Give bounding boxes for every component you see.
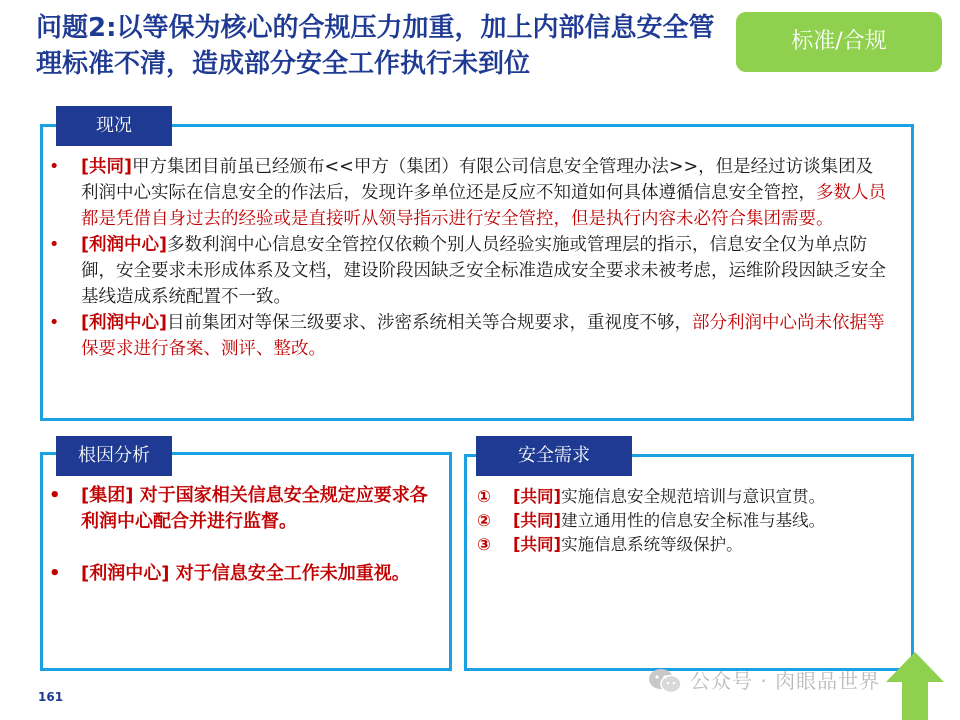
root-cause-text: [集团] 对于国家相关信息安全规定应要求各利润中心配合并进行监督。 bbox=[81, 485, 428, 532]
item-tag: [共同] bbox=[81, 157, 132, 177]
page-title: 问题2:以等保为核心的合规压力加重，加上内部信息安全管理标准不清，造成部分安全工作执行未到位 bbox=[36, 13, 715, 79]
item-number: ② bbox=[477, 511, 491, 530]
wechat-icon bbox=[648, 668, 682, 694]
root-cause-item bbox=[43, 483, 435, 535]
item-number: ① bbox=[477, 487, 491, 506]
item-text: 建立通用性的信息安全标准与基线。 bbox=[561, 511, 826, 530]
security-needs-list bbox=[477, 485, 903, 557]
item-highlight: 部分利润中心尚未依据等保要求进行备案、测评、整改。 bbox=[81, 313, 885, 359]
item-tag: [利润中心] bbox=[81, 235, 167, 255]
security-need-item bbox=[477, 533, 903, 557]
bullet-icon: • bbox=[49, 313, 60, 333]
watermark: 公众号 · 肉眼品世界 bbox=[690, 669, 881, 693]
security-need-item bbox=[477, 485, 903, 509]
bullet-icon: • bbox=[49, 485, 61, 506]
page-number: 161 bbox=[38, 690, 64, 704]
status-item bbox=[43, 310, 889, 362]
item-tag: [共同] bbox=[513, 487, 562, 506]
bullet-icon: • bbox=[49, 563, 61, 584]
item-tag: [利润中心] bbox=[81, 313, 167, 333]
bullet-icon: • bbox=[49, 157, 60, 177]
item-number: ③ bbox=[477, 535, 491, 554]
root-cause-label: 根因分析 bbox=[56, 436, 172, 476]
root-cause-item bbox=[43, 561, 435, 587]
root-cause-box bbox=[40, 452, 452, 671]
bullet-icon: • bbox=[49, 235, 60, 255]
status-list bbox=[43, 154, 889, 362]
security-need-item bbox=[477, 509, 903, 533]
item-tag: [共同] bbox=[513, 535, 562, 554]
status-item bbox=[43, 154, 889, 232]
item-tag: [共同] bbox=[513, 511, 562, 530]
category-tag: 标准/合规 bbox=[736, 12, 942, 72]
green-arrow-up-icon bbox=[884, 650, 946, 720]
item-text: 实施信息系统等级保护。 bbox=[561, 535, 743, 554]
item-highlight: 多数人员都是凭借自身过去的经验或是直接听从领导指示进行安全管控，但是执行内容未必符合集团需要。 bbox=[81, 183, 886, 229]
item-text: 实施信息安全规范培训与意识宣贯。 bbox=[561, 487, 826, 506]
status-label: 现况 bbox=[56, 106, 172, 146]
security-needs-box bbox=[464, 454, 914, 671]
root-cause-text: [利润中心] 对于信息安全工作未加重视。 bbox=[81, 563, 410, 584]
item-text: 目前集团对等保三级要求、涉密系统相关等合规要求，重视度不够， bbox=[167, 313, 692, 333]
security-needs-label: 安全需求 bbox=[476, 436, 632, 476]
status-box bbox=[40, 124, 914, 421]
item-text: 多数利润中心信息安全管控仅依赖个别人员经验实施或管理层的指示，信息安全仅为单点防御，安全要求未形成体系及文档，建设阶段因缺乏安全标准造成安全要求未被考虑，运维阶段因缺乏安全基线造成系统配置不一致。 bbox=[81, 235, 886, 307]
root-cause-list bbox=[43, 483, 435, 613]
item-text: 甲方集团目前虽已经颁布<<甲方（集团）有限公司信息安全管理办法>>，但是经过访谈集团及利润中心实际在信息安全的作法后，发现许多单位还是反应不知道如何具体遵循信息安全管控， bbox=[81, 157, 874, 203]
status-item bbox=[43, 232, 889, 310]
